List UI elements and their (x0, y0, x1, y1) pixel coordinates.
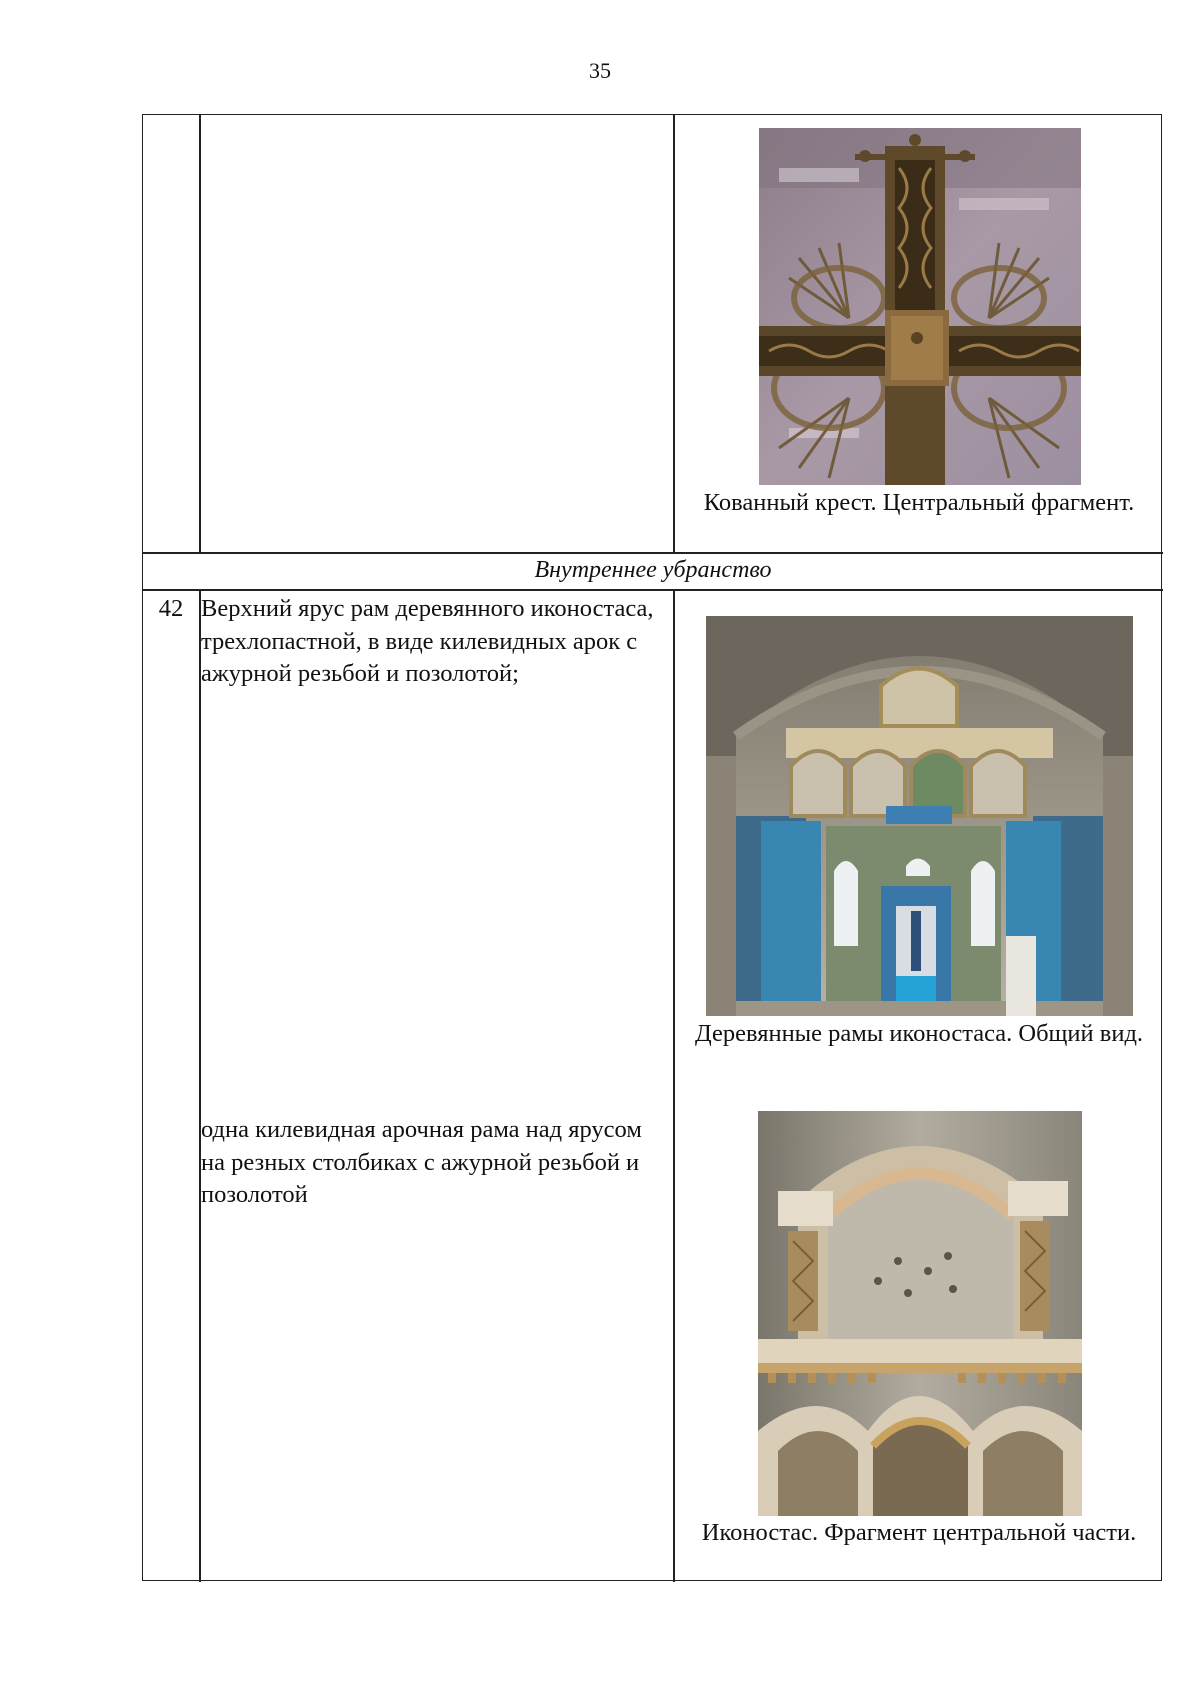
row-description-2: одна килевидная арочная рама над ярусом на резных столбиках с ажурной резьбой и позолотой (201, 1116, 642, 1208)
col-divider-image-2 (673, 589, 675, 1582)
forged-cross-photo (759, 128, 1081, 485)
page-number: 35 (589, 58, 611, 83)
col-divider-number-2 (199, 589, 201, 1582)
iconostasis-general-photo (706, 616, 1133, 1016)
col-divider-number (199, 115, 201, 552)
row-number: 42 (158, 595, 184, 622)
iconostasis-general-caption: Деревянные рамы иконостаса. Общий вид. (694, 1020, 1144, 1047)
forged-cross-caption: Кованный крест. Центральный фрагмент. (703, 489, 1135, 516)
row-divider-1 (143, 552, 1163, 554)
section-title: Внутреннее убранство (534, 557, 772, 583)
row-description-1: Верхний ярус рам деревянного иконостаса, трехлопастной, в виде килевидных арок с ажурной резьбой и позолотой; (201, 595, 654, 687)
iconostasis-fragment-caption: Иконостас. Фрагмент центральной части. (701, 1519, 1137, 1546)
heritage-table (142, 114, 1162, 1581)
iconostasis-fragment-photo (758, 1111, 1082, 1516)
row-divider-2 (143, 589, 1163, 591)
col-divider-image (673, 115, 675, 552)
